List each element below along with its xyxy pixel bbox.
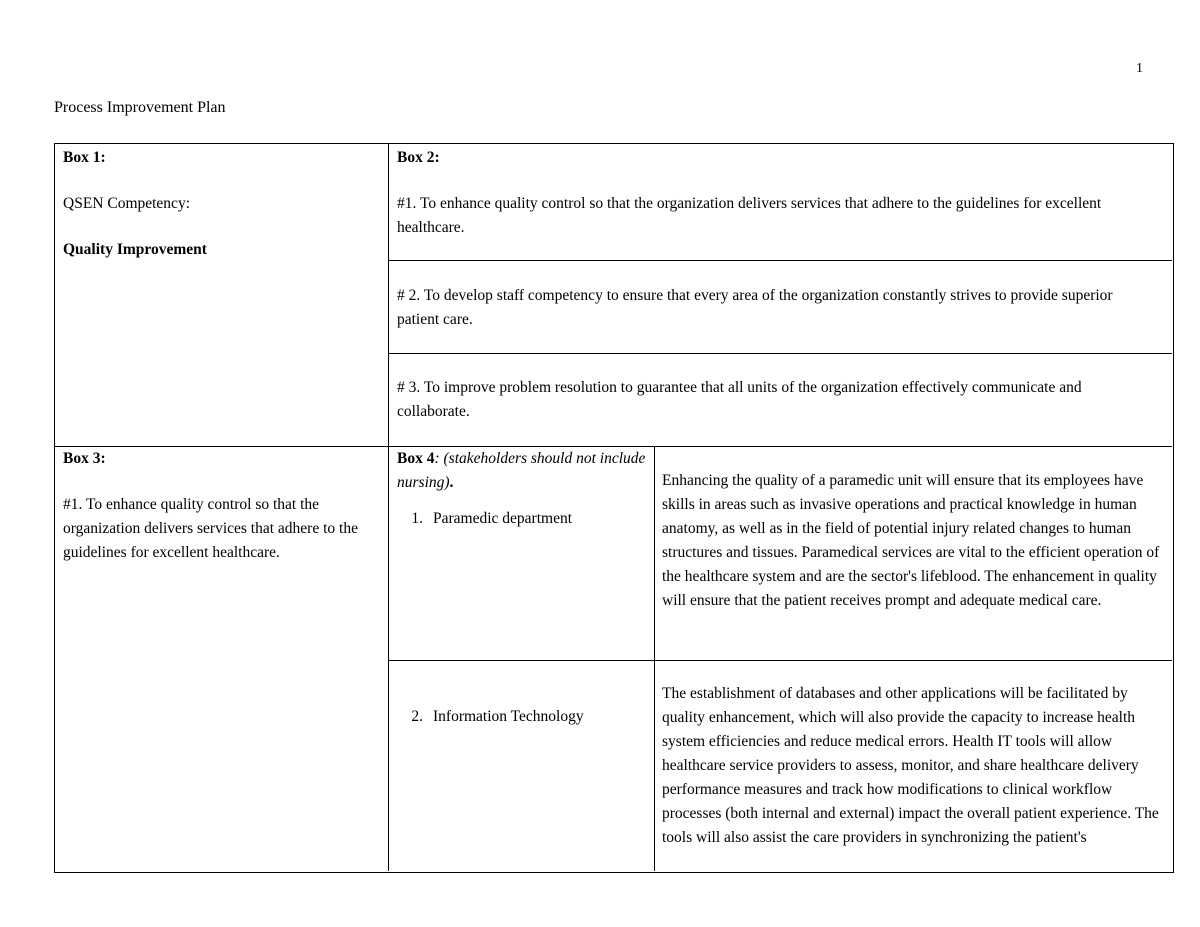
box-3-cell [63, 447, 379, 565]
divider [389, 660, 1172, 661]
box-2-item-3-cell [397, 376, 1097, 424]
competency-value: Quality Improvement [63, 241, 207, 258]
stakeholder-1-name: Paramedic department [433, 510, 573, 527]
box-2-heading: Box 2: [397, 149, 440, 166]
stakeholder-1-number: 1. [411, 510, 423, 527]
box-2-item-2: # 2. To develop staff competency to ensure that every area of the organization constantly strives to provide superior patient care. [397, 287, 1113, 328]
process-improvement-table [54, 143, 1174, 873]
box-2-cell [397, 146, 1167, 240]
box-4-note: : (stakeholders should not include nursing) [397, 450, 646, 491]
qsen-competency-label: QSEN Competency: [63, 195, 190, 212]
stakeholder-2-description-cell [662, 682, 1170, 868]
box-4-heading: Box 4 [397, 450, 435, 467]
box-4-cell [397, 447, 647, 531]
box-2-item-3: # 3. To improve problem resolution to guarantee that all units of the organization effectively communicate and collaborate. [397, 379, 1082, 420]
box-2-item-1: #1. To enhance quality control so that the organization delivers services that adhere to the guidelines for excellent healthcare. [397, 195, 1102, 236]
stakeholder-2 [399, 705, 649, 729]
box-1-heading: Box 1: [63, 149, 106, 166]
stakeholder-1-description-cell [662, 469, 1167, 613]
box-3-heading: Box 3: [63, 450, 106, 467]
divider [388, 144, 389, 871]
box-4-heading-line [397, 447, 647, 495]
divider [389, 260, 1172, 261]
stakeholder-2-description: The establishment of databases and other applications will be facilitated by quality enhancement, which will also provide the capacity to increase health system efficiencies and reduce medical errors. Health IT tools will allow healthcare service providers to assess, monitor, and share healthcare delivery performance measures and track how modifications to clinical workflow processes (both internal and external) impact the overall patient experience. The tools will also assist the care providers in synchronizing the patient's [662, 685, 1159, 846]
stakeholder-2-name: Information Technology [433, 708, 584, 725]
divider [654, 446, 655, 871]
document-title: Process Improvement Plan [54, 99, 226, 116]
box-4-note-end: . [449, 474, 454, 491]
stakeholder-2-number: 2. [411, 708, 423, 725]
divider [389, 353, 1172, 354]
stakeholder-2-cell [399, 705, 649, 729]
page-number: 1 [1136, 61, 1143, 76]
box-2-item-2-cell [397, 284, 1157, 332]
box-1-cell [63, 146, 383, 262]
stakeholder-1 [399, 507, 647, 531]
stakeholder-1-description: Enhancing the quality of a paramedic unit will ensure that its employees have skills in areas such as invasive operations and practical knowledge in human anatomy, as well as in the field of potential injury related changes to human structures and tissues. Paramedical services are vital to the efficient operation of the healthcare system and are the sector's lifeblood. The enhancement in quality will ensure that the patient receives prompt and adequate medical care. [662, 472, 1160, 609]
box-3-text: #1. To enhance quality control so that the organization delivers services that adhere to the guidelines for excellent healthcare. [63, 496, 358, 561]
